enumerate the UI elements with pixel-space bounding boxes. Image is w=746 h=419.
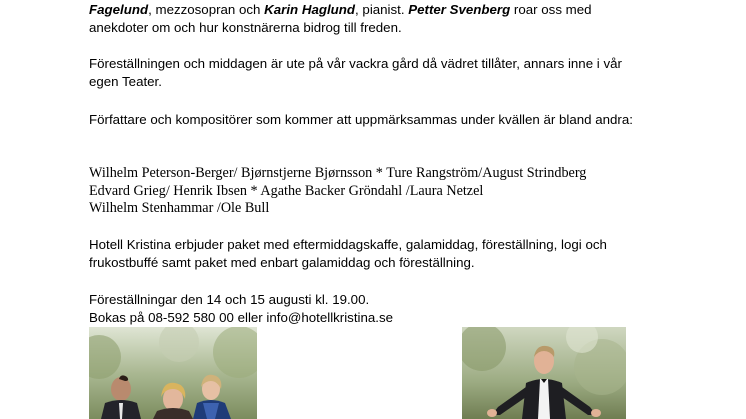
intro-paragraph (89, 1, 649, 37)
pianist-name: Karin Haglund (264, 2, 356, 17)
group-photo (89, 327, 257, 419)
authors-line: Edvard Grieg/ Henrik Ibsen * Agathe Backer Gröndahl /Laura Netzel (89, 182, 484, 199)
packages-paragraph: Hotell Kristina erbjuder paket med eftermiddagskaffe, galamiddag, föreställning, logi och frukostbuffé samt paket med enbart galamiddag och föreställning. (89, 237, 607, 270)
authors-intro-paragraph: Författare och kompositörer som kommer att uppmärksammas under kvällen är bland andra: (89, 112, 633, 127)
group-photo-image (89, 327, 257, 419)
dates-booking-paragraph (89, 291, 649, 327)
singer-photo (462, 327, 626, 419)
dates-line: Föreställningar den 14 och 15 augusti kl. 19.00. (89, 292, 370, 307)
authors-list (89, 165, 649, 218)
intro-text: roar oss med anekdoter om och hur konstnärerna bidrog till freden. (89, 2, 592, 35)
authors-line: Wilhelm Peterson-Berger/ Bjørnstjerne Bjørnsson * Ture Rangström/August Strindberg (89, 165, 587, 181)
singer-photo-image (462, 327, 626, 419)
performer-name: Fagelund (89, 2, 149, 17)
narrator-name: Petter Svenberg (408, 2, 511, 17)
authors-line: Wilhelm Stenhammar /Ole Bull (89, 200, 270, 216)
venue-paragraph: Föreställningen och middagen är ute på vår vackra gård då vädret tillåter, annars inne i vår egen Teater. (89, 56, 622, 89)
intro-text: , pianist. (355, 2, 409, 17)
booking-line: Bokas på 08-592 580 00 eller info@hotellkristina.se (89, 310, 393, 325)
intro-text: , mezzosopran och (148, 2, 265, 17)
